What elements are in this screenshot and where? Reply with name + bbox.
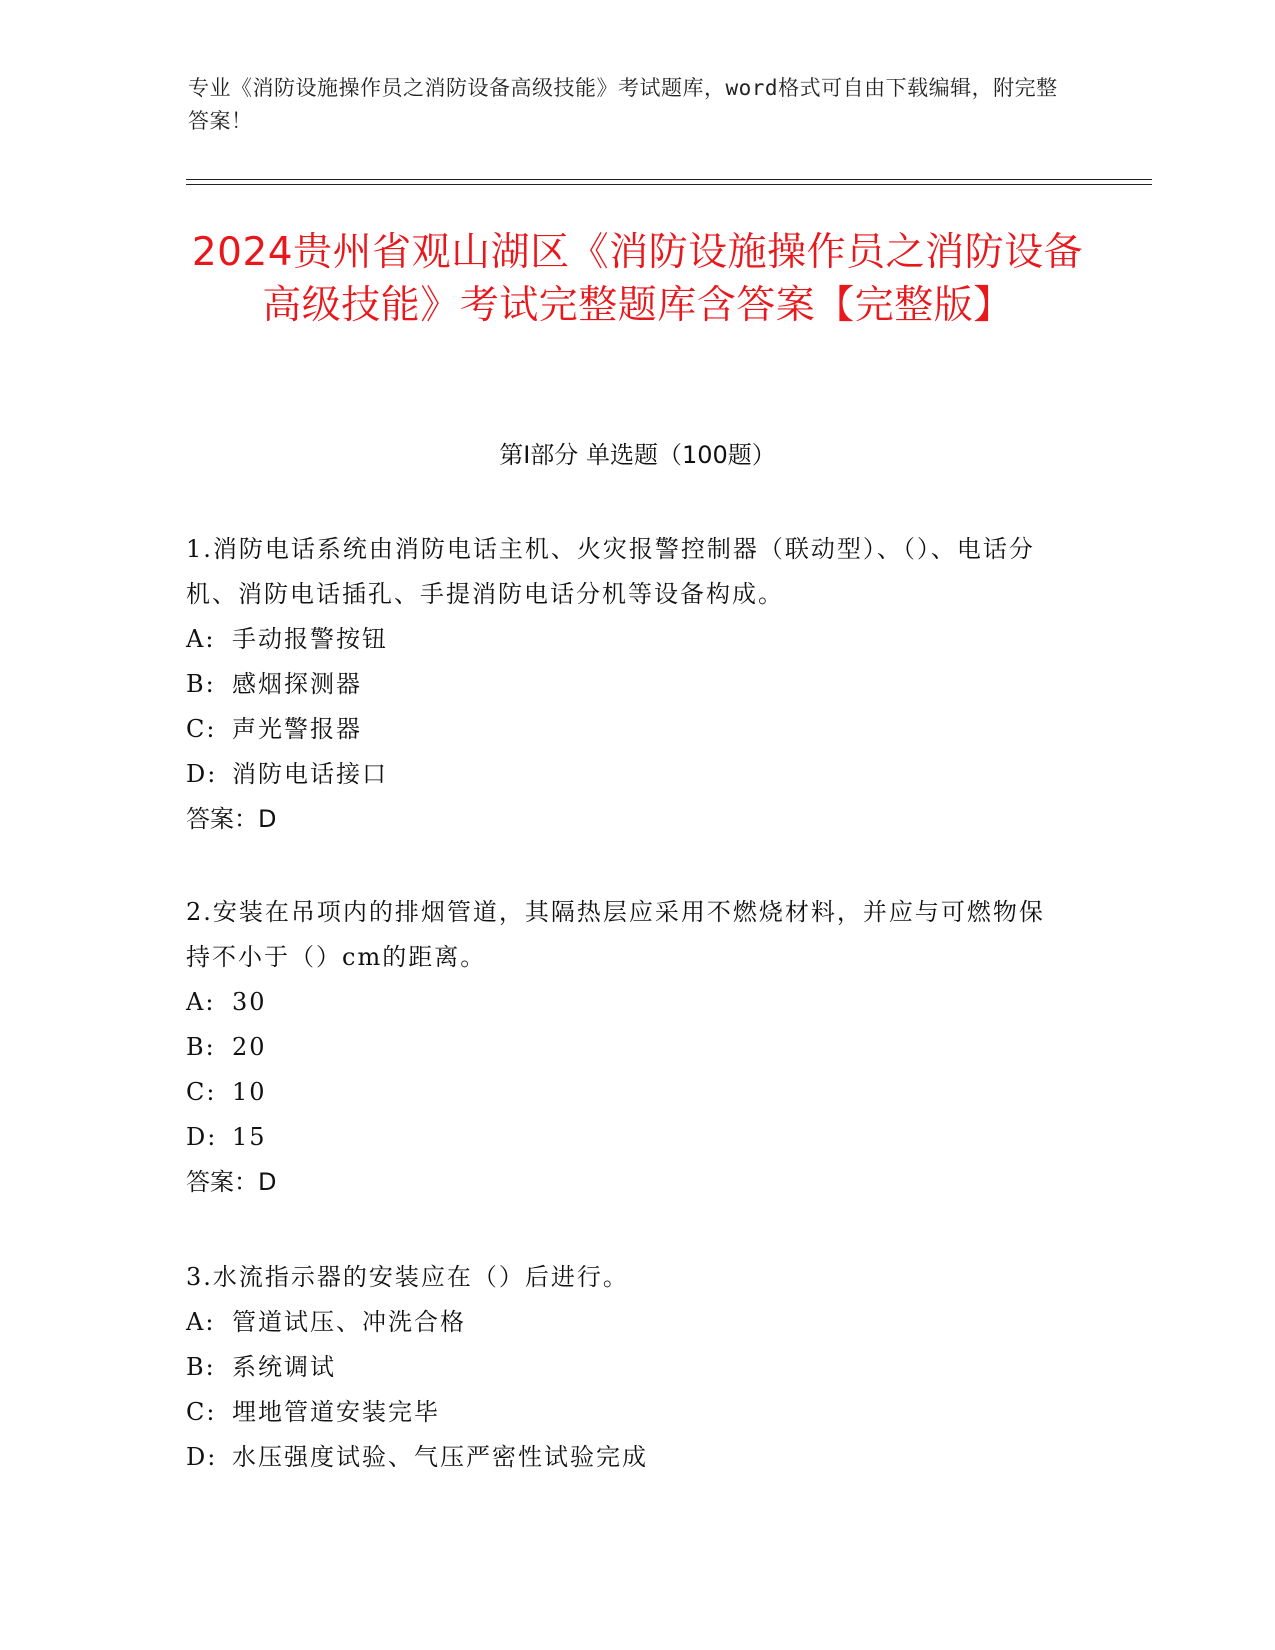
option-c bbox=[186, 1070, 1066, 1115]
option-d bbox=[186, 1435, 1066, 1480]
option-a bbox=[186, 1300, 1066, 1345]
option-d bbox=[186, 1115, 1066, 1160]
answer: 答案：D bbox=[186, 805, 277, 833]
question-2 bbox=[186, 890, 1066, 1205]
document-title: 2024贵州省观山湖区《消防设施操作员之消防设备高级技能》考试完整题库含答案【完整版】 bbox=[191, 230, 1084, 328]
option-c bbox=[186, 1390, 1066, 1435]
option-text: 系统调试 bbox=[232, 1353, 336, 1381]
section-title: 第I部分 单选题（100题） bbox=[499, 441, 776, 469]
option-text: 30 bbox=[232, 988, 267, 1016]
header-rule-bottom bbox=[186, 184, 1152, 185]
option-text: 10 bbox=[232, 1078, 267, 1106]
option-a bbox=[186, 980, 1066, 1025]
option-d bbox=[186, 752, 1066, 797]
question-3 bbox=[186, 1255, 1066, 1480]
option-key: B: bbox=[186, 670, 216, 698]
answer: 答案：D bbox=[186, 1168, 277, 1196]
option-text: 15 bbox=[232, 1123, 267, 1151]
question-1 bbox=[186, 527, 1066, 842]
option-text: 感烟探测器 bbox=[232, 670, 362, 698]
option-c bbox=[186, 707, 1066, 752]
option-b bbox=[186, 1345, 1066, 1390]
option-key: D: bbox=[186, 760, 218, 788]
option-key: D: bbox=[186, 1443, 218, 1471]
question-stem: 3.水流指示器的安装应在（）后进行。 bbox=[186, 1263, 629, 1291]
option-text: 声光警报器 bbox=[232, 715, 362, 743]
option-b bbox=[186, 1025, 1066, 1070]
option-text: 埋地管道安装完毕 bbox=[232, 1398, 440, 1426]
option-key: B: bbox=[186, 1033, 216, 1061]
header-note: 专业《消防设施操作员之消防设备高级技能》考试题库，word格式可自由下载编辑，附完整答案！ bbox=[188, 76, 1058, 133]
option-key: C: bbox=[186, 715, 217, 743]
question-stem: 2.安装在吊项内的排烟管道，其隔热层应采用不燃烧材料，并应与可燃物保持不小于（）cm的距离。 bbox=[186, 898, 1045, 971]
option-key: A: bbox=[186, 1308, 216, 1336]
header-rule-top bbox=[186, 179, 1152, 180]
option-b bbox=[186, 662, 1066, 707]
option-key: B: bbox=[186, 1353, 216, 1381]
option-text: 管道试压、冲洗合格 bbox=[232, 1308, 466, 1336]
option-text: 水压强度试验、气压严密性试验完成 bbox=[232, 1443, 648, 1471]
option-key: C: bbox=[186, 1398, 217, 1426]
option-key: D: bbox=[186, 1123, 218, 1151]
option-key: A: bbox=[186, 988, 216, 1016]
option-text: 手动报警按钮 bbox=[232, 625, 388, 653]
option-key: A: bbox=[186, 625, 216, 653]
option-text: 消防电话接口 bbox=[232, 760, 388, 788]
question-stem: 1.消防电话系统由消防电话主机、火灾报警控制器（联动型）、（）、电话分机、消防电话插孔、手提消防电话分机等设备构成。 bbox=[186, 535, 1035, 608]
option-a bbox=[186, 617, 1066, 662]
option-key: C: bbox=[186, 1078, 217, 1106]
option-text: 20 bbox=[232, 1033, 267, 1061]
